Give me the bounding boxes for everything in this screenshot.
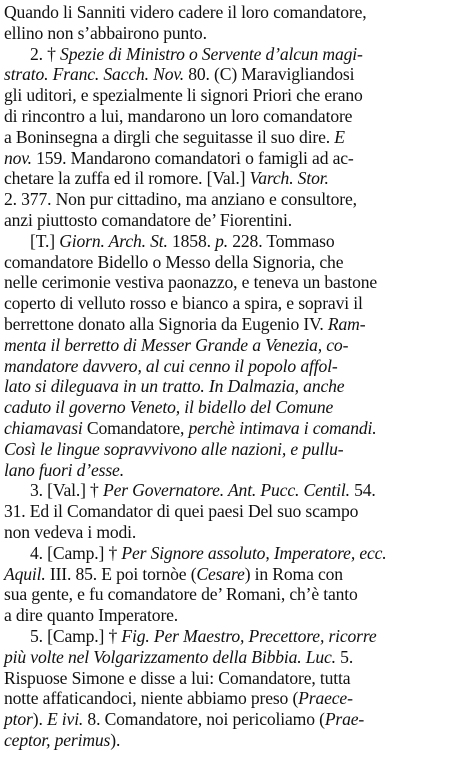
text-segment: notte affaticandoci, niente abbiamo preso ( <box>4 688 299 709</box>
italic-text-segment: caduto il governo Veneto, il bidello del Comune <box>4 397 334 418</box>
entry-line <box>4 604 462 626</box>
text-segment: non vedeva i modi. <box>4 522 137 542</box>
text-segment: di rincontro a lui, mandarono un loro comandatore <box>4 106 353 126</box>
text-segment: sua gente, e fu comandatore de’ Romani, ch’è tanto <box>4 584 358 605</box>
entry-line <box>30 542 462 564</box>
entry-line <box>4 63 462 85</box>
italic-text-segment: Per Governatore. Ant. Pucc. Centil. <box>102 480 350 501</box>
italic-text-segment: Varch. Stor. <box>249 168 329 189</box>
italic-text-segment: Giorn. Arch. St. <box>59 230 168 251</box>
entry-line <box>4 355 462 377</box>
text-segment: a dire quanto Imperatore. <box>4 605 179 626</box>
text-segment: 2. † <box>30 43 61 64</box>
italic-text-segment: menta il berretto di Messer Grande a Venezia, co- <box>4 334 349 355</box>
italic-text-segment: p. <box>215 230 229 251</box>
text-segment: anzi piuttosto comandatore de’ Fiorentini. <box>4 210 292 230</box>
italic-text-segment: nov. <box>4 147 32 168</box>
entry-line <box>4 84 462 106</box>
italic-text-segment: chiamavasi <box>4 418 83 438</box>
text-segment: 159. Mandarono comandatori o famigli ad ac- <box>31 147 354 168</box>
entry-line <box>4 459 462 481</box>
italic-text-segment: ceptor, perimus <box>4 730 111 750</box>
italic-text-segment: lano fuori d’esse. <box>4 459 124 480</box>
text-segment: 54. <box>349 480 376 501</box>
entry-line <box>30 479 462 501</box>
text-segment: ). <box>32 709 47 730</box>
entry-line <box>4 417 462 439</box>
entry-line <box>4 687 462 709</box>
text-segment: comandatore Bidello o Messo della Signoria, che <box>4 251 344 272</box>
text-segment: Quando li Sanniti videro cadere il loro comandatore, <box>4 2 367 22</box>
text-segment: berrettone donato alla Signoria da Eugenio IV. <box>4 314 328 334</box>
italic-text-segment: perchè intimava i comandi. <box>188 418 377 438</box>
entry-line <box>4 334 462 356</box>
text-segment: chetare la zuffa ed il romore. [Val.] <box>4 168 250 189</box>
entry-line <box>4 292 462 314</box>
entry-line <box>4 271 462 293</box>
entry-line <box>4 583 462 605</box>
text-segment: 5. [Camp.] † <box>30 626 122 646</box>
text-segment: ellino non s’abbairono punto. <box>4 22 207 43</box>
text-segment: [T.] <box>30 230 60 251</box>
text-segment: ). <box>110 730 121 750</box>
italic-text-segment: Praece- <box>298 688 353 709</box>
text-segment: Comandatore, <box>82 418 189 438</box>
entry-line <box>4 251 462 273</box>
entry-line <box>4 313 462 335</box>
entry-line <box>4 1 462 23</box>
text-segment: nelle cerimonie vestiva paonazzo, e teneva un bastone <box>4 272 378 293</box>
text-segment: 5. <box>335 646 354 667</box>
italic-text-segment: più volte nel Volgarizzamento della Bibbia. Luc. <box>4 646 336 667</box>
italic-text-segment: Così le lingue sopravvivono alle nazioni, e pullu- <box>4 438 344 459</box>
entry-line <box>4 188 462 210</box>
italic-text-segment: Spezie di Ministro o Servente d’alcun magi- <box>60 43 363 64</box>
entry-line <box>4 563 462 585</box>
text-segment: a Boninsegna a dirgli che seguitasse il suo dire. <box>4 126 335 147</box>
italic-text-segment: Fig. Per Maestro, Precettore, ricorre <box>121 626 377 646</box>
entry-line <box>4 126 462 148</box>
text-segment: III. 85. E poi tornòe ( <box>45 563 197 584</box>
entry-line <box>4 500 462 522</box>
italic-text-segment: E ivi. <box>46 709 84 730</box>
italic-text-segment: Prae- <box>324 709 365 730</box>
italic-text-segment: ptor <box>4 709 33 730</box>
italic-text-segment: Cesare <box>196 563 245 584</box>
italic-text-segment: Per Signore assoluto, Imperatore, ecc. <box>121 542 387 563</box>
text-segment: coperto di velluto rosso e bianco a spira, e sopravi il <box>4 293 363 314</box>
italic-text-segment: lato si dileguava in un tratto. In Dalmazia, anche <box>4 376 345 397</box>
italic-text-segment: Ram- <box>327 314 366 334</box>
entry-line <box>4 105 462 127</box>
text-segment: Rispuose Simone e disse a lui: Comandatore, tutta <box>4 667 351 688</box>
entry-line <box>4 708 462 730</box>
text-segment: 3. [Val.] † <box>30 480 103 501</box>
text-segment: ) in Roma con <box>244 563 343 584</box>
text-segment: 228. Tommaso <box>228 230 335 251</box>
italic-text-segment: Aquil. <box>4 563 46 584</box>
entry-line <box>4 667 462 689</box>
text-segment: 8. Comandatore, noi pericoliamo ( <box>83 709 325 730</box>
entry-line <box>4 396 462 418</box>
entry-line <box>4 521 462 543</box>
italic-text-segment: E <box>334 126 345 147</box>
entry-line <box>30 230 462 252</box>
text-segment: 31. Ed il Comandator di quei paesi Del suo scampo <box>4 501 359 522</box>
entry-line <box>4 646 462 668</box>
text-segment: 4. [Camp.] † <box>30 542 122 563</box>
entry-line <box>4 22 462 44</box>
text-segment: 80. (C) Maravigliandosi <box>184 64 355 85</box>
text-segment: 2. 377. Non pur cittadino, ma anziano e consultore, <box>4 189 357 210</box>
entry-line <box>30 625 462 647</box>
text-segment: gli uditori, e spezialmente li signori Priori che erano <box>4 85 363 106</box>
italic-text-segment: mandatore davvero, al cui cenno il popolo affol- <box>4 355 338 376</box>
entry-line <box>4 438 462 460</box>
text-segment: 1858. <box>167 230 216 251</box>
italic-text-segment: strato. Franc. Sacch. Nov. <box>4 64 184 85</box>
entry-line <box>4 375 462 397</box>
entry-line <box>4 209 462 231</box>
entry-line <box>4 729 462 751</box>
entry-line <box>30 43 462 65</box>
entry-line <box>4 167 462 189</box>
entry-line <box>4 147 462 169</box>
